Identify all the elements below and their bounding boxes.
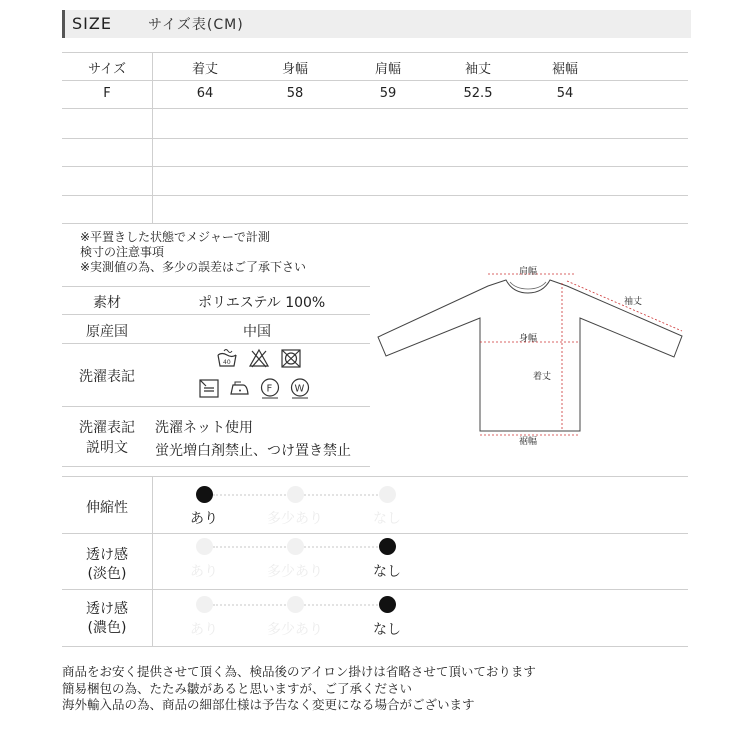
svg-text:W: W (294, 383, 305, 395)
table-rule (62, 138, 688, 139)
rating-option: なし (373, 564, 401, 580)
care-desc-label: 洗濯表記 (79, 420, 135, 436)
origin-label: 原産国 (86, 324, 128, 340)
table-cell: F (103, 86, 111, 101)
table-cell: 52.5 (463, 86, 493, 101)
iron-low-icon (228, 377, 250, 399)
rating-option: あり (190, 622, 218, 638)
rating-dot (379, 486, 396, 503)
rating-dot (287, 538, 304, 555)
table-rule (62, 80, 688, 81)
line-dry-shade-icon (198, 377, 220, 399)
table-rule (62, 108, 688, 109)
header-cell-sleeve: 袖丈 (464, 62, 491, 77)
header-cell-size: サイズ (88, 62, 126, 77)
care-desc-label: 説明文 (86, 440, 128, 456)
material-value: ポリエステル 100% (198, 295, 326, 311)
chest-label: 身幅 (519, 334, 538, 344)
table-divider (152, 52, 153, 223)
dry-clean-f-icon (259, 377, 281, 399)
no-tumble-dry-icon (280, 347, 302, 369)
header-cell-hem: 裾幅 (551, 62, 578, 77)
svg-text:40: 40 (223, 359, 231, 366)
hem-label: 裾幅 (519, 437, 538, 447)
rating-option: なし (373, 622, 401, 638)
measure-note: ※平置きした状態でメジャーで計測 (80, 230, 270, 244)
no-bleach-icon (248, 347, 270, 369)
table-cell: 64 (196, 86, 214, 101)
measure-note: 検寸の注意事項 (80, 245, 165, 259)
header-cell-shoulder: 肩幅 (374, 62, 401, 77)
care-desc-text: 洗濯ネット使用 (155, 420, 253, 436)
header-cell-chest: 身幅 (281, 62, 308, 77)
table-rule (62, 166, 688, 167)
table-rule (62, 286, 370, 287)
sheer-dark-sublabel: (濃色) (87, 620, 127, 636)
section-subtitle: サイズ表(CM) (148, 17, 244, 33)
table-cell: 58 (286, 86, 304, 101)
table-rule (62, 195, 688, 196)
origin-value: 中国 (243, 324, 271, 340)
rating-option: あり (190, 511, 218, 527)
sheer-light-sublabel: (淡色) (87, 566, 127, 582)
table-rule (62, 476, 688, 477)
footer-note: 海外輸入品の為、商品の細部仕様は予告なく変更になる場合がございます (62, 697, 475, 712)
wet-clean-w-icon (289, 377, 311, 399)
material-label: 素材 (93, 295, 121, 311)
table-rule (62, 646, 688, 647)
table-cell: 54 (556, 86, 574, 101)
sheer-light-label: 透け感 (86, 547, 128, 563)
rating-option: 多少あり (267, 511, 323, 527)
rating-option: 多少あり (267, 622, 323, 638)
footer-note: 商品をお安く提供させて頂く為、検品後のアイロン掛けは省略させて頂いております (62, 664, 536, 679)
garment-diagram (370, 255, 690, 455)
table-cell: 59 (379, 86, 397, 101)
header-cell-length: 着丈 (191, 62, 218, 77)
table-rule (62, 314, 370, 315)
wash-40-icon (216, 347, 238, 369)
stretch-label: 伸縮性 (86, 500, 128, 516)
rating-option: 多少あり (267, 564, 323, 580)
rating-dot-selected (379, 538, 396, 555)
table-rule (62, 223, 688, 224)
shoulder-label: 肩幅 (519, 267, 538, 277)
table-rule (62, 343, 370, 344)
svg-text:F: F (266, 383, 273, 395)
care-label: 洗濯表記 (79, 369, 135, 385)
table-divider (152, 476, 153, 646)
section-title: SIZE (72, 14, 112, 33)
table-rule (62, 466, 370, 467)
measure-note: ※実測値の為、多少の誤差はご了承下さい (80, 260, 307, 274)
sleeve-label: 袖丈 (624, 297, 643, 307)
care-desc-text: 蛍光増白剤禁止、つけ置き禁止 (155, 443, 351, 459)
table-rule (62, 52, 688, 53)
rating-option: なし (373, 511, 401, 527)
sheer-dark-label: 透け感 (86, 601, 128, 617)
rating-dot (196, 538, 213, 555)
rating-dot (287, 486, 304, 503)
rating-dot (287, 596, 304, 613)
table-rule (62, 589, 688, 590)
rating-dot-selected (379, 596, 396, 613)
rating-option: あり (190, 564, 218, 580)
table-rule (62, 406, 370, 407)
rating-dot-selected (196, 486, 213, 503)
footer-note: 簡易梱包の為、たたみ皺があると思いますが、ご了承ください (62, 681, 413, 696)
length-label: 着丈 (533, 372, 552, 382)
table-rule (62, 533, 688, 534)
rating-dot (196, 596, 213, 613)
